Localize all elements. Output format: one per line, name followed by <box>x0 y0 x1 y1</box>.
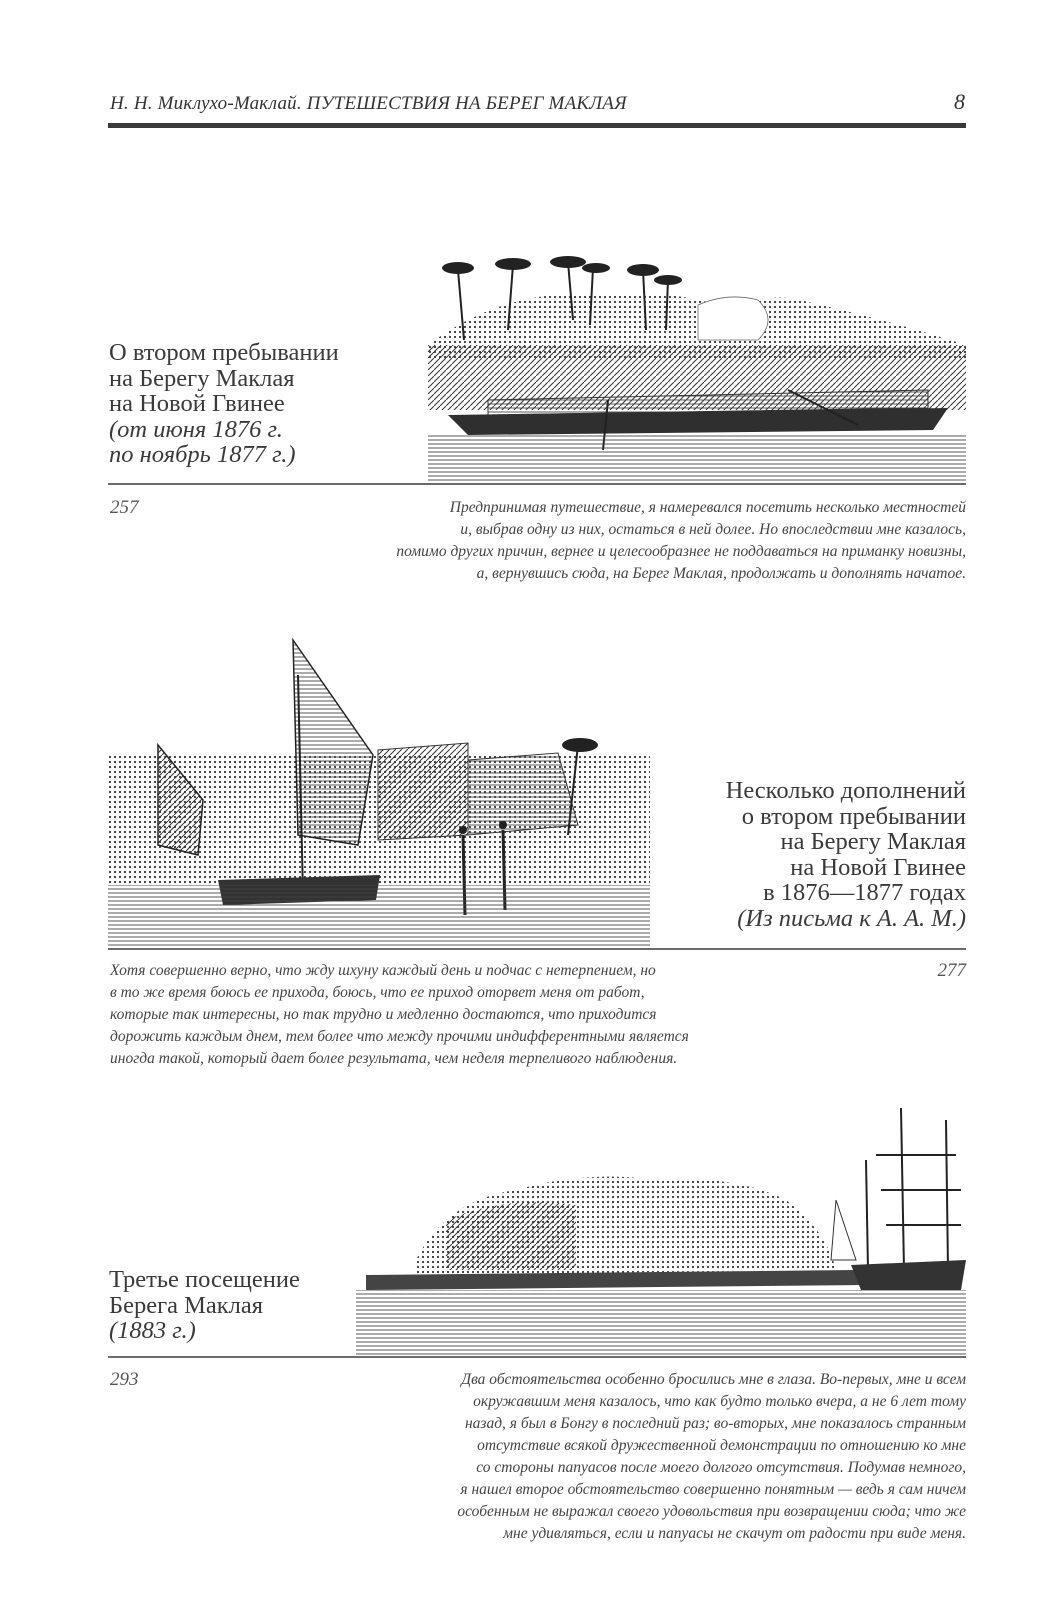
engraving-boat-shore-icon <box>428 250 966 482</box>
excerpt-line: особенным не выражал своего удовольствия при возвращении сюда; что же <box>457 1503 966 1520</box>
excerpt-line: дорожить каждым днем, тем более что между прочими индифферентными является <box>110 1028 689 1045</box>
section-1-subtitle-line: по ноябрь 1877 г.) <box>109 441 296 468</box>
section-2-title-line: в 1876—1877 годах <box>763 879 966 906</box>
section-1-page: 257 <box>110 497 139 518</box>
section-2-subtitle-line: (Из письма к А. А. М.) <box>737 904 966 932</box>
excerpt-line: отсутствие всякой дружественной демонстрации по отношению ко мне <box>477 1437 966 1454</box>
section-2-title-line: Несколько дополнений <box>725 777 966 804</box>
section-1-excerpt <box>396 497 966 585</box>
section-1-subtitle-line: (от июня 1876 г. <box>109 415 283 443</box>
excerpt-line: окружавшим меня казалось, что как будто только вчера, а не 6 лет тому <box>473 1393 966 1410</box>
excerpt-line: и, выбрав одну из них, остаться в ней долее. Но впоследствии мне казалось, <box>460 521 966 538</box>
section-2-rule <box>108 948 966 950</box>
header-rule <box>108 123 966 128</box>
section-3-title <box>109 1267 300 1344</box>
page-number: 8 <box>954 89 965 114</box>
section-2-title-line: на Новой Гвинее <box>790 853 966 881</box>
section-1-title-line: на Берегу Маклая <box>109 364 295 392</box>
section-2-page: 277 <box>937 960 966 981</box>
section-3-subtitle-line: (1883 г.) <box>109 1317 196 1344</box>
section-3-title-line: Берега Маклая <box>109 1291 264 1319</box>
section-3-title-line: Третье посещение <box>109 1266 300 1293</box>
excerpt-line: иногда такой, который дает более результата, чем неделя терпеливого наблюдения. <box>110 1050 678 1067</box>
section-3-rule <box>108 1356 966 1358</box>
excerpt-line: я нашел второе обстоятельство совершенно понятным — ведь я сам ничем <box>460 1481 966 1498</box>
section-1-rule <box>108 483 966 485</box>
excerpt-line: мне удивляться, если и папуасы не скачут от радости при виде меня. <box>503 1525 966 1542</box>
section-2-title-line: на Берегу Маклая <box>780 828 966 855</box>
section-1-title-line: на Новой Гвинее <box>109 390 285 417</box>
running-header-title: Н. Н. Миклухо-Маклай. ПУТЕШЕСТВИЯ НА БЕРЕГ МАКЛАЯ <box>110 93 627 114</box>
excerpt-line: которые так интересны, но так трудно и медленно достаются, что приходится <box>110 1006 657 1023</box>
excerpt-line: Предпринимая путешествие, я намеревался посетить несколько местностей <box>449 499 966 516</box>
excerpt-line: назад, я был в Бонгу в последний раз; во-вторых, мне показалось странным <box>464 1415 966 1432</box>
section-2-excerpt <box>110 960 689 1070</box>
section-3-page: 293 <box>110 1369 139 1390</box>
section-1-title-line: О втором пребывании <box>109 339 339 366</box>
section-2-title-line: о втором пребывании <box>741 802 966 830</box>
excerpt-line: со стороны папуасов после моего долгого отсутствия. Подумав немного, <box>476 1459 966 1476</box>
excerpt-line: а, вернувшись сюда, на Берег Маклая, продолжать и дополнять начатое. <box>476 565 966 582</box>
excerpt-line: в то же время боюсь ее прихода, боюсь, что ее приход оторвет меня от работ, <box>110 984 645 1001</box>
engraving-island-ship-icon <box>356 1100 966 1355</box>
section-3-excerpt <box>457 1369 966 1545</box>
engraving-sailboat-village-icon <box>108 635 650 947</box>
excerpt-line: Хотя совершенно верно, что жду шхуну каждый день и подчас с нетерпением, но <box>110 962 656 979</box>
excerpt-line: помимо других причин, вернее и целесообразнее не поддаваться на приманку новизны, <box>396 543 966 560</box>
excerpt-line: Два обстоятельства особенно бросились мне в глаза. Во-первых, мне и всем <box>461 1371 966 1388</box>
section-1-title <box>109 340 339 468</box>
section-2-title <box>726 778 966 931</box>
